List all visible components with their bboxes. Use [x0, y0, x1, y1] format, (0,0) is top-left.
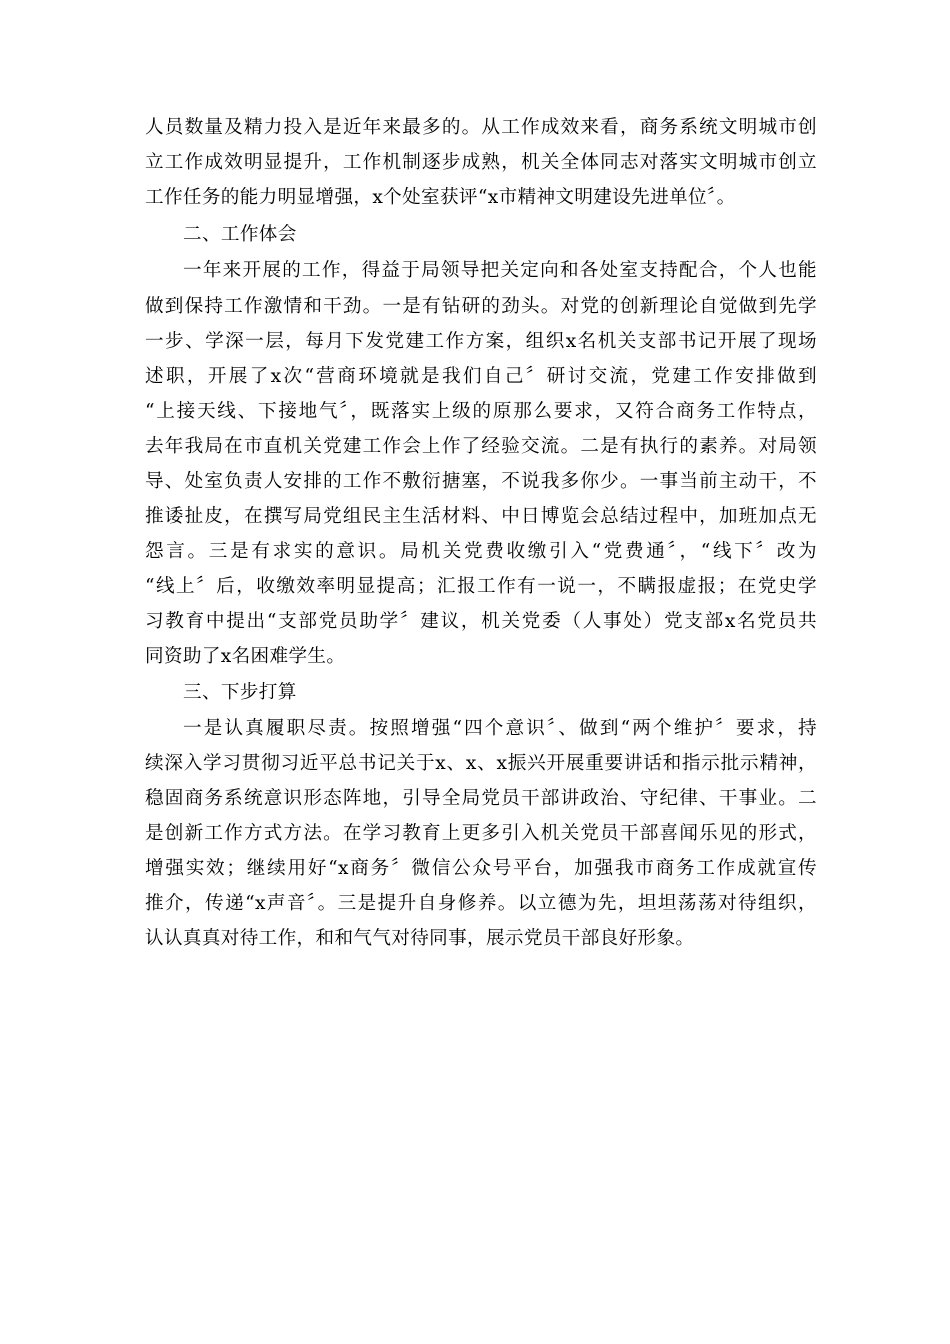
- paragraph-3-line-3: 稳固商务系统意识形态阵地，引导全局党员干部讲政治、守纪律、干事业。二: [145, 788, 817, 809]
- paragraph-3-line-5: 增强实效；继续用好“x商务〞微信公众号平台，加强我市商务工作成就宣传: [145, 858, 817, 879]
- paragraph-2-line-10: “线上〞后，收缴效率明显提高；汇报工作有一说一，不瞒报虚报；在党史学: [145, 576, 817, 597]
- paragraph-2-line-2: 做到保持工作激情和干劲。一是有钻研的劲头。对党的创新理论自觉做到先学: [145, 296, 817, 317]
- paragraph-3-line-2: 续深入学习贯彻习近平总书记关于x、x、x振兴开展重要讲话和指示批示精神，: [145, 753, 817, 774]
- paragraph-1-line-3: 工作任务的能力明显增强，x个处室获评“x市精神文明建设先进单位〞。: [145, 187, 736, 208]
- paragraph-2-line-3: 一步、学深一层，每月下发党建工作方案，组织x名机关支部书记开展了现场: [145, 331, 817, 352]
- paragraph-1-line-2: 立工作成效明显提升，工作机制逐步成熟，机关全体同志对落实文明城市创立: [145, 152, 817, 173]
- paragraph-3-line-7: 认认真真对待工作，和和气气对待同事，展示党员干部良好形象。: [145, 928, 695, 949]
- paragraph-2-line-4: 述职，开展了x次“营商环境就是我们自己〞研讨交流，党建工作安排做到: [145, 366, 817, 387]
- paragraph-1-line-1: 人员数量及精力投入是近年来最多的。从工作成效来看，商务系统文明城市创: [145, 117, 817, 138]
- paragraph-2-line-8: 推诿扯皮，在撰写局党组民主生活材料、中日博览会总结过程中，加班加点无: [145, 506, 817, 527]
- paragraph-3-line-6: 推介，传递“x声音〞。三是提升自身修养。以立德为先，坦坦荡荡对待组织，: [145, 893, 817, 914]
- paragraph-2-line-5: “上接天线、下接地气〞，既落实上级的原那么要求，又符合商务工作特点，: [145, 401, 817, 422]
- paragraph-2-line-11: 习教育中提出“支部党员助学〞建议，机关党委（人事处）党支部x名党员共: [145, 611, 817, 632]
- paragraph-2-line-6: 去年我局在市直机关党建工作会上作了经验交流。二是有执行的素养。对局领: [145, 436, 817, 457]
- section-heading-next-steps: 三、下步打算: [183, 682, 297, 703]
- paragraph-3-line-4: 是创新工作方式方法。在学习教育上更多引入机关党员干部喜闻乐见的形式，: [145, 823, 817, 844]
- paragraph-2-line-9: 怨言。三是有求实的意识。局机关党费收缴引入“党费通〞，“线下〞改为: [145, 541, 817, 562]
- paragraph-3-line-1: 一是认真履职尽责。按照增强“四个意识〞、做到“两个维护〞要求，持: [183, 718, 817, 739]
- paragraph-2-line-12: 同资助了x名困难学生。: [145, 646, 346, 667]
- paragraph-2-line-7: 导、处室负责人安排的工作不敷衍搪塞，不说我多你少。一事当前主动干，不: [145, 471, 817, 492]
- paragraph-2-line-1: 一年来开展的工作，得益于局领导把关定向和各处室支持配合，个人也能: [183, 260, 817, 281]
- section-heading-work-experience: 二、工作体会: [183, 224, 297, 245]
